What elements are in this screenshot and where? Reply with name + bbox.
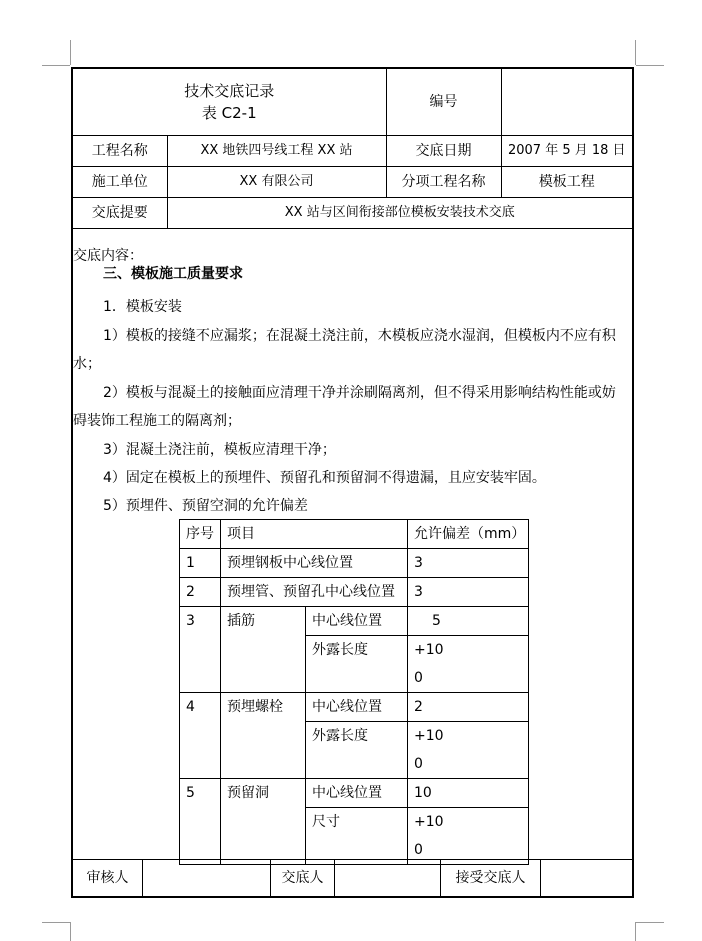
header-item: 项目 [221,520,408,549]
row-item: 预埋钢板中心线位置 [221,549,408,578]
sub-item-value: 5 [408,607,529,636]
row-no: 1 [180,549,221,578]
project-name-value[interactable]: XX 地铁四号线工程 XX 站 [167,135,386,166]
form-header-table [73,69,632,229]
form-title: 技术交底记录 [184,81,275,100]
table-row [180,779,529,808]
tolerance-minus: 0 [414,756,423,772]
header-no: 序号 [180,520,221,549]
sub-item-name: 中心线位置 [306,779,408,808]
signature-footer [73,859,632,896]
technical-disclosure-form [71,67,634,898]
tolerance-plus: +10 [414,642,444,658]
row-value: 3 [408,578,529,607]
crop-mark-top-right-h [636,65,664,66]
row-value: 3 [408,549,529,578]
tolerance-plus: +10 [414,814,444,830]
item-4: 4）固定在模板上的预埋件、预留孔和预留洞不得遗漏，且应安装牢固。 [103,470,546,486]
item-1-line-1: 1）模板的接缝不应漏浆；在混凝土浇注前，木模板应浇水湿润，但模板内不应有积 [103,328,616,344]
crop-mark-bottom-right-v [635,922,636,941]
summary-label: 交底提要 [73,197,167,228]
sub-item-name: 尺寸 [306,808,408,865]
sub-item-name: 外露长度 [306,636,408,693]
crop-mark-top-left-v [70,40,71,65]
number-value[interactable] [501,69,632,135]
sub-title: 1．模板安装 [103,299,182,315]
crop-mark-bottom-right-h [636,922,664,923]
reviewer-signature[interactable] [143,860,271,896]
sub-project-value[interactable]: 模板工程 [501,166,632,197]
item-2-line-1: 2）模板与混凝土的接触面应清理干净并涂刷隔离剂，但不得采用影响结构性能或妨 [103,385,616,401]
row-item: 预留洞 [221,779,306,865]
sub-item-value [408,636,529,693]
sub-item-name: 中心线位置 [306,607,408,636]
reviewer-label: 审核人 [73,860,143,896]
section-title: 三、模板施工质量要求 [103,266,243,282]
row-item: 预埋螺栓 [221,693,306,779]
crop-mark-top-right-v [635,40,636,65]
item-5: 5）预埋件、预留空洞的允许偏差 [103,498,308,514]
date-value[interactable]: 2007 年 5 月 18 日 [501,135,632,166]
crop-mark-bottom-left-v [70,922,71,941]
crop-mark-top-left-h [42,65,70,66]
row-no: 3 [180,607,221,693]
summary-value[interactable]: XX 站与区间衔接部位模板安装技术交底 [167,197,632,228]
table-header-row [180,520,529,549]
row-item: 预埋管、预留孔中心线位置 [221,578,408,607]
item-3: 3）混凝土浇注前，模板应清理干净； [103,442,336,458]
tolerance-plus: +10 [414,728,444,744]
crop-mark-bottom-left-h [42,922,70,923]
table-row [180,549,529,578]
table-row [180,578,529,607]
row-item: 插筋 [221,607,306,693]
header-tolerance: 允许偏差（mm） [408,520,529,549]
sub-item-value: 2 [408,693,529,722]
sub-item-name: 外露长度 [306,722,408,779]
content-intro-label: 交底内容： [73,248,143,264]
sub-item-value [408,808,529,865]
sub-item-name: 中心线位置 [306,693,408,722]
item-1-line-2: 水； [73,356,101,372]
item-2-line-2: 碍装饰工程施工的隔离剂； [73,413,241,429]
row-no: 4 [180,693,221,779]
tolerance-table [179,519,529,865]
contractor-value[interactable]: XX 有限公司 [167,166,386,197]
row-no: 5 [180,779,221,865]
tolerance-minus: 0 [414,670,423,686]
tolerance-minus: 0 [414,842,423,858]
sub-item-value: 10 [408,779,529,808]
sub-item-value [408,722,529,779]
discloser-signature[interactable] [335,860,441,896]
number-label: 编号 [386,69,501,135]
form-title-cell [73,69,386,135]
table-row [180,607,529,636]
project-name-label: 工程名称 [73,135,167,166]
discloser-label: 交底人 [271,860,335,896]
sub-project-label: 分项工程名称 [386,166,501,197]
table-row [180,693,529,722]
contractor-label: 施工单位 [73,166,167,197]
form-code: 表 C2-1 [201,103,257,122]
date-label: 交底日期 [386,135,501,166]
receiver-signature[interactable] [541,860,632,896]
row-no: 2 [180,578,221,607]
receiver-label: 接受交底人 [441,860,541,896]
